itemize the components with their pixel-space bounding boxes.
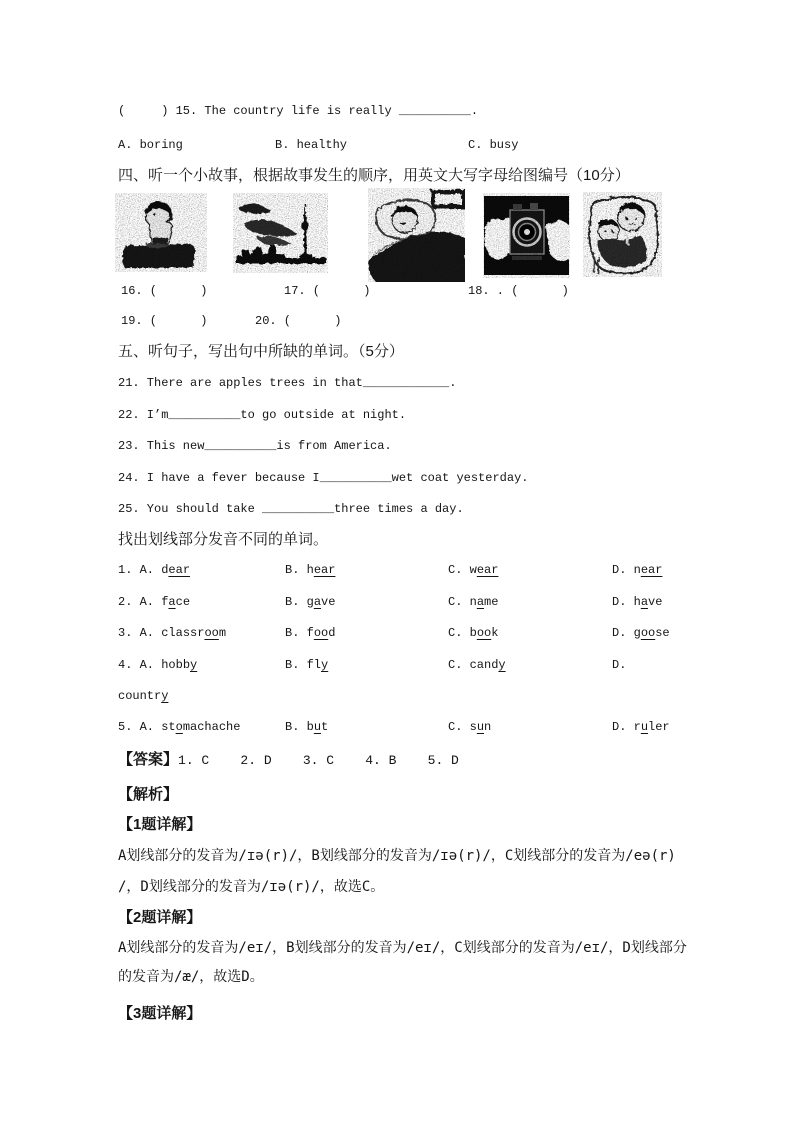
explanation-1-line-1: A划线部分的发音为/ɪə(r)/，B划线部分的发音为/ɪə(r)/，C划线部分的发音为/eə(r) — [118, 848, 676, 864]
explanation-3-title: 【3题详解】 — [118, 1005, 202, 1022]
pron-1-option-d — [612, 563, 662, 577]
word-underlined: a — [168, 595, 176, 609]
blank-20: 20. ( ) — [255, 314, 342, 328]
word-underlined: o — [175, 720, 183, 734]
fill-blank-21: 21. There are apples trees in that____________. — [118, 376, 457, 390]
word-pre: h — [306, 563, 314, 577]
explanation-2-line-2: 的发音为/æ/，故选D。 — [118, 969, 264, 985]
explanation-1-title: 【1题详解】 — [118, 816, 202, 833]
word-pre: r — [633, 720, 641, 734]
story-figure-camera — [483, 193, 570, 278]
word-pre: st — [161, 720, 176, 734]
pron-3-option-c — [448, 626, 498, 640]
word-underlined: oo — [640, 626, 656, 640]
story-figure-child-eating — [115, 193, 207, 272]
pron-5-option-b — [285, 720, 328, 734]
pron-1-option-b — [285, 563, 335, 577]
pron-4-option-a — [118, 658, 197, 672]
blank-19: 19. ( ) — [121, 314, 208, 328]
pron-3-option-b — [285, 626, 335, 640]
word-underlined: y — [498, 658, 506, 672]
fill-blank-25: 25. You should take __________three times a day. — [118, 502, 464, 516]
question-15-stem: ( ) 15. The country life is really __________. — [118, 104, 479, 118]
explanation-1-line-2: /，D划线部分的发音为/ɪə(r)/，故选C。 — [118, 879, 385, 895]
option-label: D. — [612, 658, 627, 672]
option-15-a: A. boring — [118, 138, 183, 152]
pron-4-option-d-wrapped-word — [118, 689, 168, 703]
word-pre: b — [306, 720, 314, 734]
word-post: ler — [648, 720, 670, 734]
blank-17: 17. ( ) — [284, 284, 371, 298]
option-label: 2. A. — [118, 595, 162, 609]
word-underlined: ear — [313, 563, 336, 577]
word-post: t — [321, 720, 329, 734]
option-label: D. — [612, 563, 634, 577]
story-figure-city-skyline-tower — [233, 193, 328, 273]
pron-row-4 — [0, 658, 794, 678]
word-pre: countr — [118, 689, 162, 703]
fill-blank-22: 22. I’m__________to go outside at night. — [118, 408, 407, 422]
word-post: m — [218, 626, 227, 640]
word-underlined: oo — [476, 626, 492, 640]
fill-blank-24: 24. I have a fever because I__________wet coat yesterday. — [118, 471, 529, 485]
pron-row-3 — [0, 626, 794, 646]
word-post: ve — [321, 595, 336, 609]
word-post: me — [484, 595, 499, 609]
word-pre: hobb — [161, 658, 191, 672]
option-label: B. — [285, 626, 307, 640]
word-underlined: a — [640, 595, 649, 609]
option-15-c: C. busy — [468, 138, 519, 152]
word-underlined: u — [313, 720, 322, 734]
word-underlined: a — [476, 595, 485, 609]
pron-4-option-b — [285, 658, 328, 672]
word-post: d — [328, 626, 336, 640]
pron-3-option-a — [118, 626, 226, 640]
option-label: C. — [448, 658, 470, 672]
word-underlined: ear — [640, 563, 663, 577]
analysis-label: 【解析】 — [118, 786, 179, 803]
word-pre: h — [633, 595, 641, 609]
option-label: 1. A. — [118, 563, 162, 577]
option-label: C. — [448, 720, 470, 734]
word-underlined: u — [640, 720, 649, 734]
section-5-title: 五、听句子，写出句中所缺的单词。（5分） — [118, 343, 404, 360]
word-underlined: oo — [313, 626, 329, 640]
pron-row-2 — [0, 595, 794, 615]
blank-18: 18. . ( ) — [468, 284, 569, 298]
word-underlined: y — [321, 658, 329, 672]
option-label: C. — [448, 563, 470, 577]
fill-blank-23: 23. This new__________is from America. — [118, 439, 392, 453]
word-pre: d — [161, 563, 169, 577]
pron-1-option-a — [118, 563, 190, 577]
answers-values: 1. C 2. D 3. C 4. B 5. D — [178, 753, 459, 768]
pron-4-option-c — [448, 658, 506, 672]
blank-16: 16. ( ) — [121, 284, 208, 298]
word-pre: s — [469, 720, 477, 734]
word-pre: n — [633, 563, 641, 577]
question-15-options — [0, 138, 794, 158]
word-post: ce — [175, 595, 191, 609]
pron-2-option-b — [285, 595, 335, 609]
option-label: D. — [612, 720, 634, 734]
word-pre: fl — [306, 658, 322, 672]
option-15-b: B. healthy — [275, 138, 348, 152]
answers-line — [118, 748, 459, 769]
pron-5-option-c — [448, 720, 491, 734]
word-underlined: a — [313, 595, 322, 609]
pron-2-option-d — [612, 595, 662, 609]
numbering-row-16-18 — [0, 284, 794, 304]
word-pre: n — [469, 595, 477, 609]
explanation-2-line-1: A划线部分的发音为/eɪ/，B划线部分的发音为/eɪ/，C划线部分的发音为/eɪ/，D划线部分 — [118, 940, 687, 956]
pron-row-1 — [0, 563, 794, 583]
word-pre: f — [161, 595, 169, 609]
word-pre: b — [469, 626, 477, 640]
word-underlined: ear — [168, 563, 191, 577]
word-post: n — [484, 720, 492, 734]
option-label: D. — [612, 626, 634, 640]
word-underlined: oo — [204, 626, 219, 640]
word-post: k — [491, 626, 499, 640]
story-figure-child-sleeping — [368, 188, 465, 282]
answers-label: 【答案】 — [118, 751, 179, 768]
word-pre: f — [306, 626, 314, 640]
option-label: 4. A. — [118, 658, 162, 672]
word-post: se — [655, 626, 670, 640]
explanation-2-title: 【2题详解】 — [118, 909, 202, 926]
option-label: C. — [448, 595, 470, 609]
word-underlined: ear — [476, 563, 499, 577]
pron-5-option-a — [118, 720, 240, 734]
word-underlined: y — [190, 658, 198, 672]
option-label: B. — [285, 563, 307, 577]
word-pre: cand — [469, 658, 499, 672]
word-post: machache — [182, 720, 241, 734]
pron-5-option-d — [612, 720, 670, 734]
pron-1-option-c — [448, 563, 498, 577]
numbering-row-19-20 — [0, 314, 794, 334]
option-label: B. — [285, 658, 307, 672]
word-pre: g — [633, 626, 641, 640]
word-underlined: y — [161, 689, 169, 703]
word-pre: classr — [161, 626, 205, 640]
pron-4-option-d — [612, 658, 626, 672]
story-figure-mother-and-child — [583, 192, 662, 277]
word-underlined: u — [476, 720, 485, 734]
word-post: ve — [648, 595, 663, 609]
pronunciation-title: 找出划线部分发音不同的单词。 — [118, 531, 329, 548]
word-pre: g — [306, 595, 314, 609]
option-label: D. — [612, 595, 634, 609]
option-label: C. — [448, 626, 470, 640]
pron-2-option-a — [118, 595, 190, 609]
option-label: B. — [285, 595, 307, 609]
option-label: 3. A. — [118, 626, 162, 640]
pron-3-option-d — [612, 626, 670, 640]
option-label: 5. A. — [118, 720, 162, 734]
pron-2-option-c — [448, 595, 498, 609]
section-4-title: 四、听一个小故事，根据故事发生的顺序，用英文大写字母给图编号（10分） — [118, 167, 630, 184]
option-label: B. — [285, 720, 307, 734]
pron-row-5 — [0, 720, 794, 740]
word-pre: w — [469, 563, 477, 577]
